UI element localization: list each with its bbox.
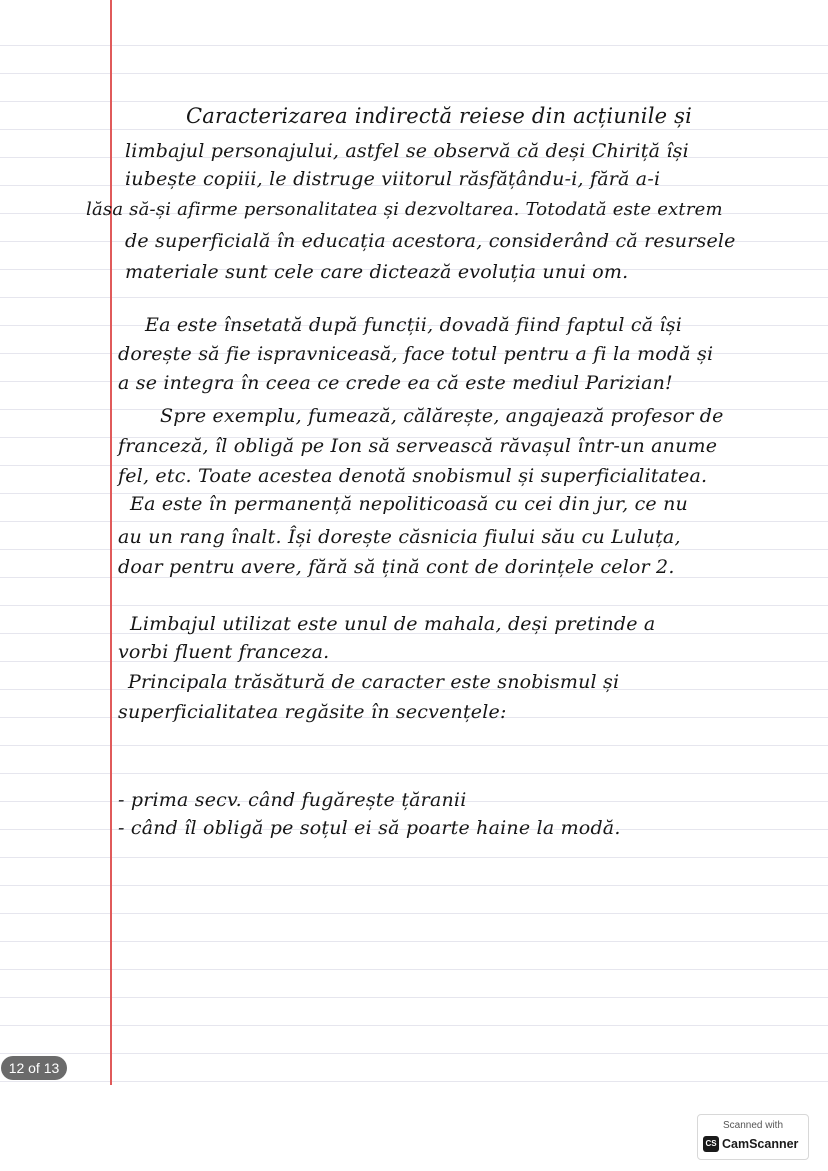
text-line: Limbajul utilizat este unul de mahala, deși pretinde a: [130, 613, 656, 635]
camscanner-watermark: [697, 1114, 809, 1160]
text-line: dorește să fie ispravniceasă, face totul pentru a fi la modă și: [118, 343, 714, 365]
text-line: Caracterizarea indirectă reiese din acțiunile și: [186, 104, 693, 128]
text-line: au un rang înalt. Își dorește căsnicia fiului său cu Luluța,: [118, 526, 681, 548]
text-line: limbajul personajului, astfel se observă că deși Chiriță își: [125, 140, 689, 162]
text-line: iubește copiii, le distruge viitorul răsfățându-i, fără a-i: [125, 168, 661, 190]
text-line: Ea este însetată după funcții, dovadă fiind faptul că își: [145, 314, 683, 336]
watermark-brand: CamScanner: [722, 1137, 799, 1151]
text-line: de superficială în educația acestora, considerând că resursele: [125, 230, 736, 252]
camscanner-logo-icon: CS: [703, 1136, 719, 1152]
list-item: - când îl obligă pe soțul ei să poarte haine la modă.: [118, 817, 621, 839]
watermark-caption: Scanned with: [722, 1120, 784, 1131]
margin-line: [110, 0, 112, 1085]
text-line: superficialitatea regăsite în secvențele:: [118, 701, 507, 723]
page-indicator[interactable]: 12 of 13: [1, 1056, 67, 1080]
text-line: materiale sunt cele care dictează evoluția unui om.: [125, 261, 629, 283]
text-line: Principala trăsătură de caracter este snobismul și: [128, 671, 620, 693]
text-line: vorbi fluent franceza.: [118, 641, 330, 663]
text-line: Ea este în permanență nepoliticoasă cu cei din jur, ce nu: [130, 493, 688, 515]
text-line: franceză, îl obligă pe Ion să servească răvașul într-un anume: [118, 435, 718, 457]
text-line: doar pentru avere, fără să țină cont de dorințele celor 2.: [118, 556, 675, 578]
text-line: a se integra în ceea ce crede ea că este mediul Parizian!: [118, 372, 673, 394]
text-line: fel, etc. Toate acestea denotă snobismul și superficialitatea.: [118, 465, 708, 487]
text-line: lăsa să-și afirme personalitatea și dezvoltarea. Totodată este extrem: [86, 199, 723, 220]
text-line: Spre exemplu, fumează, călărește, angajează profesor de: [160, 405, 724, 427]
list-item: - prima secv. când fugărește țăranii: [118, 789, 467, 811]
